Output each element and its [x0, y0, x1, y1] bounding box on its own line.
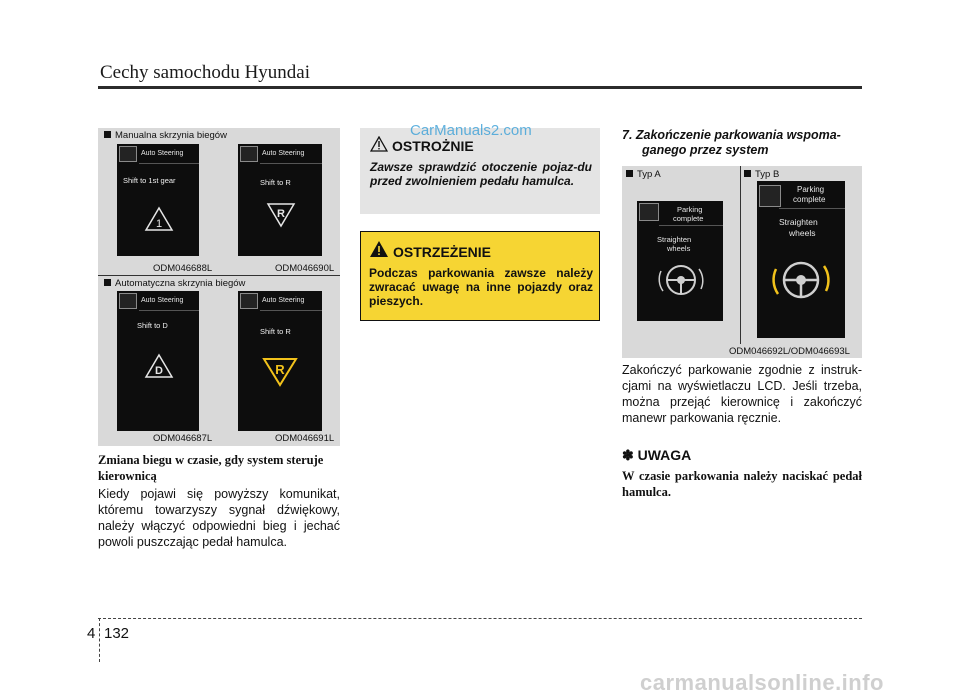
- type-a-label: Typ A: [626, 169, 661, 180]
- type-b-label: Typ B: [744, 169, 779, 180]
- caution-body: Zawsze sprawdzić otoczenie pojaz-du przed zwolnieniem pedału hamulca.: [370, 160, 592, 188]
- gear-change-heading: Zmiana biegu w czasie, gdy system steruje kierownicą: [98, 453, 324, 483]
- screen-line4: wheels: [667, 244, 691, 253]
- screen-title: Auto Steering: [262, 297, 305, 304]
- section-heading-line2: ganego przez system: [642, 143, 769, 157]
- header-rule: [98, 86, 862, 89]
- parking-finish-body: Zakończyć parkowanie zgodnie z instruk-cjami na wyświetlaczu LCD. Jeśli trzeba, można przejąć kierownicę i zakończyć manewr parkowania ręcznie.: [622, 363, 862, 425]
- warning-body: Podczas parkowania zawsze należy zwracać uwagę na inne pojazdy oraz pieszych.: [369, 266, 593, 308]
- steering-wheel-icon: [655, 257, 707, 303]
- gear-r-yellow-warning-icon: [262, 357, 298, 387]
- caution-title: OSTROŻNIE: [392, 138, 474, 154]
- warning-triangle-icon: [370, 136, 388, 152]
- figure-code: ODM046688L: [153, 263, 213, 274]
- gear-r-warning-icon: [266, 202, 296, 228]
- screen-line1: Parking: [677, 205, 703, 214]
- footer-vertical-rule: [99, 618, 100, 662]
- warning-title: OSTRZEŻENIE: [393, 244, 492, 260]
- screen-message: Shift to R: [260, 178, 291, 187]
- footer-rule: [98, 618, 862, 619]
- lcd-screen-shift-d: [117, 291, 199, 431]
- gear-d-warning-icon: [144, 353, 174, 379]
- screen-message: Shift to R: [260, 327, 291, 336]
- screen-line1: Parking: [797, 185, 825, 194]
- steering-icon-box: [240, 293, 258, 309]
- screen-title: Auto Steering: [262, 150, 305, 157]
- parking-icon-box: [759, 185, 781, 207]
- gear-sign-text: D: [155, 365, 163, 377]
- chapter-number: 4: [87, 625, 96, 642]
- watermark: CarManuals2.com: [410, 122, 532, 139]
- figure-code: ODM046687L: [153, 433, 213, 444]
- gear-change-body: Kiedy pojawi się powyższy komunikat, któremu towarzyszy sygnał dźwiękowy, należy włączyć odpowiedni bieg i jechać powoli puszczając pedał hamulca.: [98, 487, 340, 549]
- square-bullet-icon: [104, 279, 111, 286]
- manual-gearbox-label: Manualna skrzynia biegów: [104, 130, 227, 141]
- square-bullet-icon: [104, 131, 111, 138]
- screen-title: Auto Steering: [141, 150, 184, 157]
- screen-line3: Straighten: [779, 217, 818, 227]
- lcd-screen-shift-r-auto: [238, 291, 322, 431]
- screen-message: Shift to D: [137, 321, 168, 330]
- lcd-screen-parking-complete-b: [757, 181, 845, 338]
- gear-sign-text: R: [277, 208, 285, 220]
- steering-icon-box: [119, 293, 137, 309]
- panel-divider: [740, 166, 741, 344]
- warning-box: [360, 231, 600, 321]
- screen-title: Auto Steering: [141, 297, 184, 304]
- screen-line4: wheels: [789, 228, 816, 238]
- section-heading-line1: 7. Zakończenie parkowania wspoma-: [622, 128, 841, 142]
- steering-icon-box: [240, 146, 258, 162]
- panel-divider: [98, 275, 340, 276]
- note-title: UWAGA: [637, 447, 692, 463]
- figure-code: ODM046691L: [275, 433, 335, 444]
- screen-line2: complete: [673, 214, 704, 223]
- figure-code: ODM046692L/ODM046693L: [729, 346, 850, 357]
- lcd-screen-parking-complete-a: [637, 201, 723, 321]
- steering-icon-box: [119, 146, 137, 162]
- steering-wheel-icon: [769, 251, 833, 309]
- screen-line2: complete: [793, 195, 826, 204]
- site-watermark: carmanualsonline.info: [640, 670, 884, 695]
- gear-sign-text: R: [275, 362, 285, 377]
- lcd-screen-shift-1st: [117, 144, 199, 256]
- screen-message: Shift to 1st gear: [123, 176, 176, 185]
- screen-line3: Straighten: [657, 235, 692, 244]
- gear-1-warning-icon: [144, 206, 174, 232]
- square-bullet-icon: [744, 170, 751, 177]
- page-number: 132: [104, 625, 130, 642]
- lcd-screen-shift-r-manual: [238, 144, 322, 256]
- note-body: W czasie parkowania należy naciskać pedał hamulca.: [622, 469, 862, 499]
- warning-triangle-icon: [369, 240, 389, 258]
- section-heading: [622, 128, 862, 158]
- figure-code: ODM046690L: [275, 263, 335, 274]
- note-symbol-icon: ✽: [622, 447, 634, 463]
- note-heading: [622, 447, 691, 464]
- caution-box: [360, 128, 600, 214]
- automatic-gearbox-label: Automatyczna skrzynia biegów: [104, 278, 245, 289]
- page-header-title: Cechy samochodu Hyundai: [100, 62, 311, 83]
- square-bullet-icon: [626, 170, 633, 177]
- parking-icon-box: [639, 203, 659, 221]
- gear-sign-text: 1: [155, 218, 163, 230]
